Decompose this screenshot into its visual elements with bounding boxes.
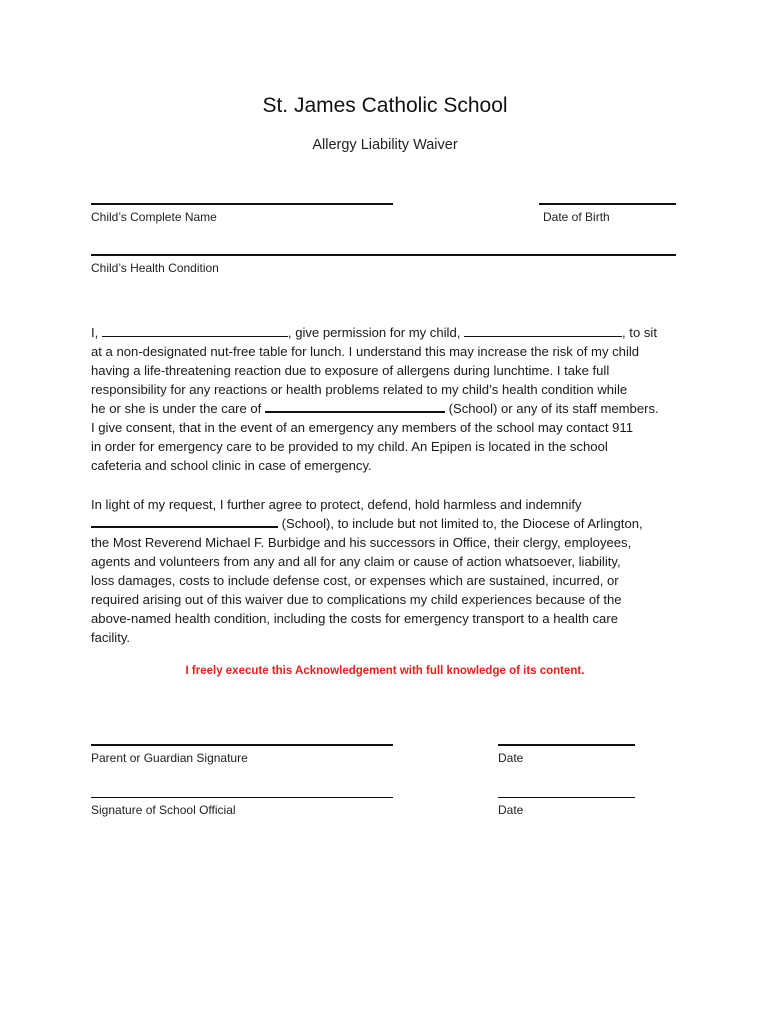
school-name-blank-2[interactable] (91, 515, 278, 528)
official-signature-line[interactable] (91, 797, 393, 798)
paragraph-line: In light of my request, I further agree to protect, defend, hold harmless and indemnify (91, 497, 582, 512)
paragraph-line: required arising out of this waiver due to complications my child experiences because of the (91, 592, 622, 607)
paragraph-line: having a life-threatening reaction due to exposure of allergens during lunchtime. I take full (91, 363, 610, 378)
school-name-blank[interactable] (265, 400, 445, 413)
date-of-birth-line[interactable] (539, 203, 676, 205)
child-name-blank[interactable] (464, 325, 622, 337)
paragraph-line: (School), to include but not limited to, the Diocese of Arlington, (91, 514, 691, 533)
parent-date-line[interactable] (498, 744, 635, 746)
official-signature-field[interactable] (91, 797, 393, 817)
form-title: Allergy Liability Waiver (312, 137, 458, 153)
paragraph-line: cafeteria and school clinic in case of emergency. (91, 458, 372, 473)
paragraph-line: I, , give permission for my child, , to sit (91, 325, 657, 340)
parent-signature-label: Parent or Guardian Signature (91, 751, 248, 765)
acknowledgement-notice: I freely execute this Acknowledgement with full knowledge of its content. (185, 665, 585, 677)
paragraph-line: responsibility for any reactions or health problems related to my child’s health condition while (91, 382, 628, 397)
paragraph-line: facility. (91, 630, 131, 645)
paragraph-line: at a non-designated nut-free table for lunch. I understand this may increase the risk of my child (91, 344, 640, 359)
parent-date-label: Date (498, 751, 524, 765)
permission-paragraph (91, 323, 691, 475)
date-of-birth-label: Date of Birth (543, 210, 610, 224)
paragraph-line: in order for emergency care to be provided to my child. An Epipen is located in the school (91, 439, 608, 454)
official-date-label: Date (498, 803, 524, 817)
health-condition-field[interactable] (91, 254, 676, 275)
parent-signature-field[interactable] (91, 744, 393, 765)
parent-date-field[interactable] (498, 744, 635, 765)
official-date-line[interactable] (498, 797, 635, 798)
child-name-label: Child’s Complete Name (91, 210, 217, 224)
paragraph-line: above-named health condition, including the costs for emergency transport to a health care (91, 611, 618, 626)
official-date-field[interactable] (498, 797, 635, 817)
school-name: St. James Catholic School (262, 94, 508, 117)
child-name-field[interactable] (91, 203, 393, 224)
parent-name-blank[interactable] (102, 325, 288, 337)
date-of-birth-field[interactable] (539, 203, 676, 224)
paragraph-line: agents and volunteers from any and all for any claim or cause of action whatsoever, liability, (91, 554, 621, 569)
paragraph-line: I give consent, that in the event of an emergency any members of the school may contact 911 (91, 420, 633, 435)
health-condition-line[interactable] (91, 254, 676, 256)
child-name-line[interactable] (91, 203, 393, 205)
parent-signature-line[interactable] (91, 744, 393, 746)
health-condition-label: Child’s Health Condition (91, 261, 219, 275)
paragraph-line: the Most Reverend Michael F. Burbidge and his successors in Office, their clergy, employees, (91, 535, 632, 550)
official-signature-label: Signature of School Official (91, 803, 236, 817)
paragraph-line: he or she is under the care of (School) or any of its staff members. (91, 401, 659, 416)
paragraph-line: loss damages, costs to include defense cost, or expenses which are sustained, incurred, or (91, 573, 619, 588)
indemnify-paragraph (91, 495, 691, 647)
